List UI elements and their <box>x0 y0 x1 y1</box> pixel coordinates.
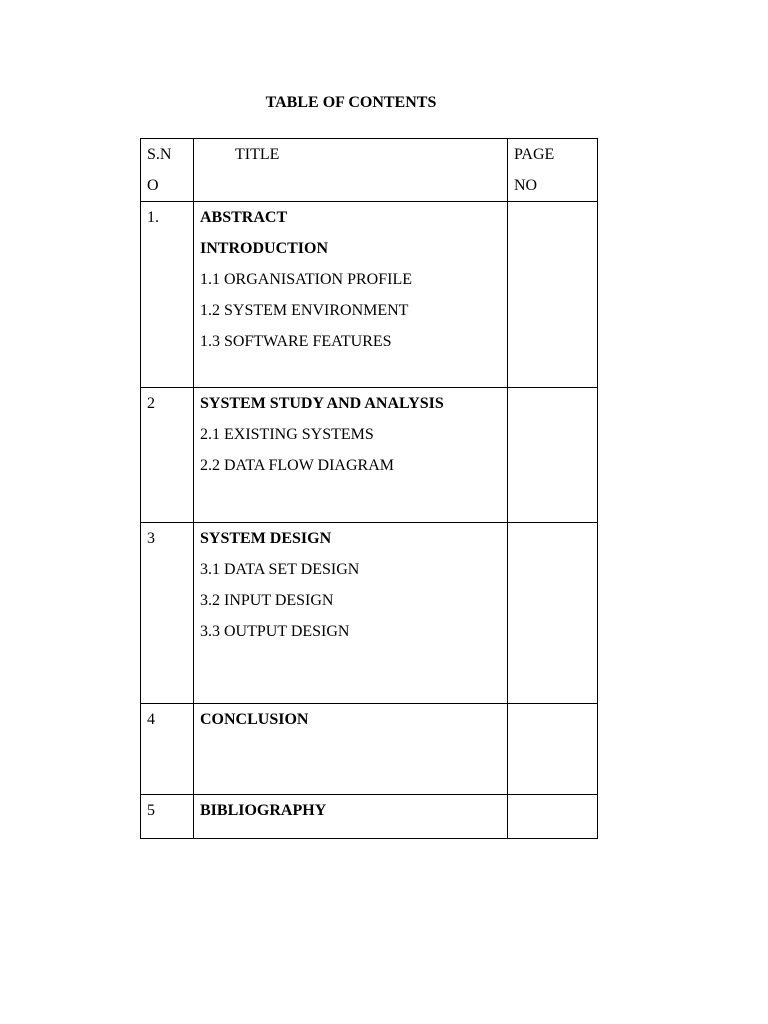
subsection-item: 3.2 INPUT DESIGN <box>200 592 334 609</box>
row-sno: 2 <box>141 388 194 523</box>
row-page-cell <box>508 704 598 795</box>
row-sno: 5 <box>141 795 194 839</box>
subsection-item: 3.1 DATA SET DESIGN <box>200 561 360 578</box>
row-page-cell <box>508 795 598 839</box>
subsection-item: 1.3 SOFTWARE FEATURES <box>200 333 392 350</box>
subsection-item: 1.1 ORGANISATION PROFILE <box>200 271 413 288</box>
table-row <box>141 202 598 388</box>
row-sno: 4 <box>141 704 194 795</box>
section-heading: ABSTRACT <box>200 209 288 226</box>
table-row <box>141 523 598 704</box>
section-heading: SYSTEM DESIGN <box>200 530 332 547</box>
subsection-item: 1.2 SYSTEM ENVIRONMENT <box>200 302 409 319</box>
page-title: TABLE OF CONTENTS <box>265 94 437 111</box>
row-title-cell <box>194 202 508 388</box>
row-title-cell <box>194 388 508 523</box>
row-page-cell <box>508 523 598 704</box>
header-sno-line1: S.N <box>147 146 172 163</box>
row-title-cell <box>194 523 508 704</box>
table-row <box>141 388 598 523</box>
section-heading: CONCLUSION <box>200 711 309 728</box>
row-title-cell <box>194 704 508 795</box>
toc-table <box>140 138 598 839</box>
row-title-cell <box>194 795 508 839</box>
header-page <box>508 139 598 202</box>
header-title: TITLE <box>194 139 508 202</box>
subsection-item: 2.2 DATA FLOW DIAGRAM <box>200 457 394 474</box>
header-sno <box>141 139 194 202</box>
row-page-cell <box>508 388 598 523</box>
table-header-row <box>141 139 598 202</box>
header-page-line2: NO <box>514 177 538 194</box>
subsection-item: 3.3 OUTPUT DESIGN <box>200 623 350 640</box>
row-page-cell <box>508 202 598 388</box>
header-page-line1: PAGE <box>514 146 555 163</box>
section-heading: INTRODUCTION <box>200 240 329 257</box>
header-sno-line2: O <box>147 177 159 194</box>
row-sno: 1. <box>141 202 194 388</box>
row-sno: 3 <box>141 523 194 704</box>
section-heading: BIBLIOGRAPHY <box>200 802 327 819</box>
table-row <box>141 704 598 795</box>
subsection-item: 2.1 EXISTING SYSTEMS <box>200 426 374 443</box>
table-row <box>141 795 598 839</box>
section-heading: SYSTEM STUDY AND ANALYSIS <box>200 395 444 412</box>
